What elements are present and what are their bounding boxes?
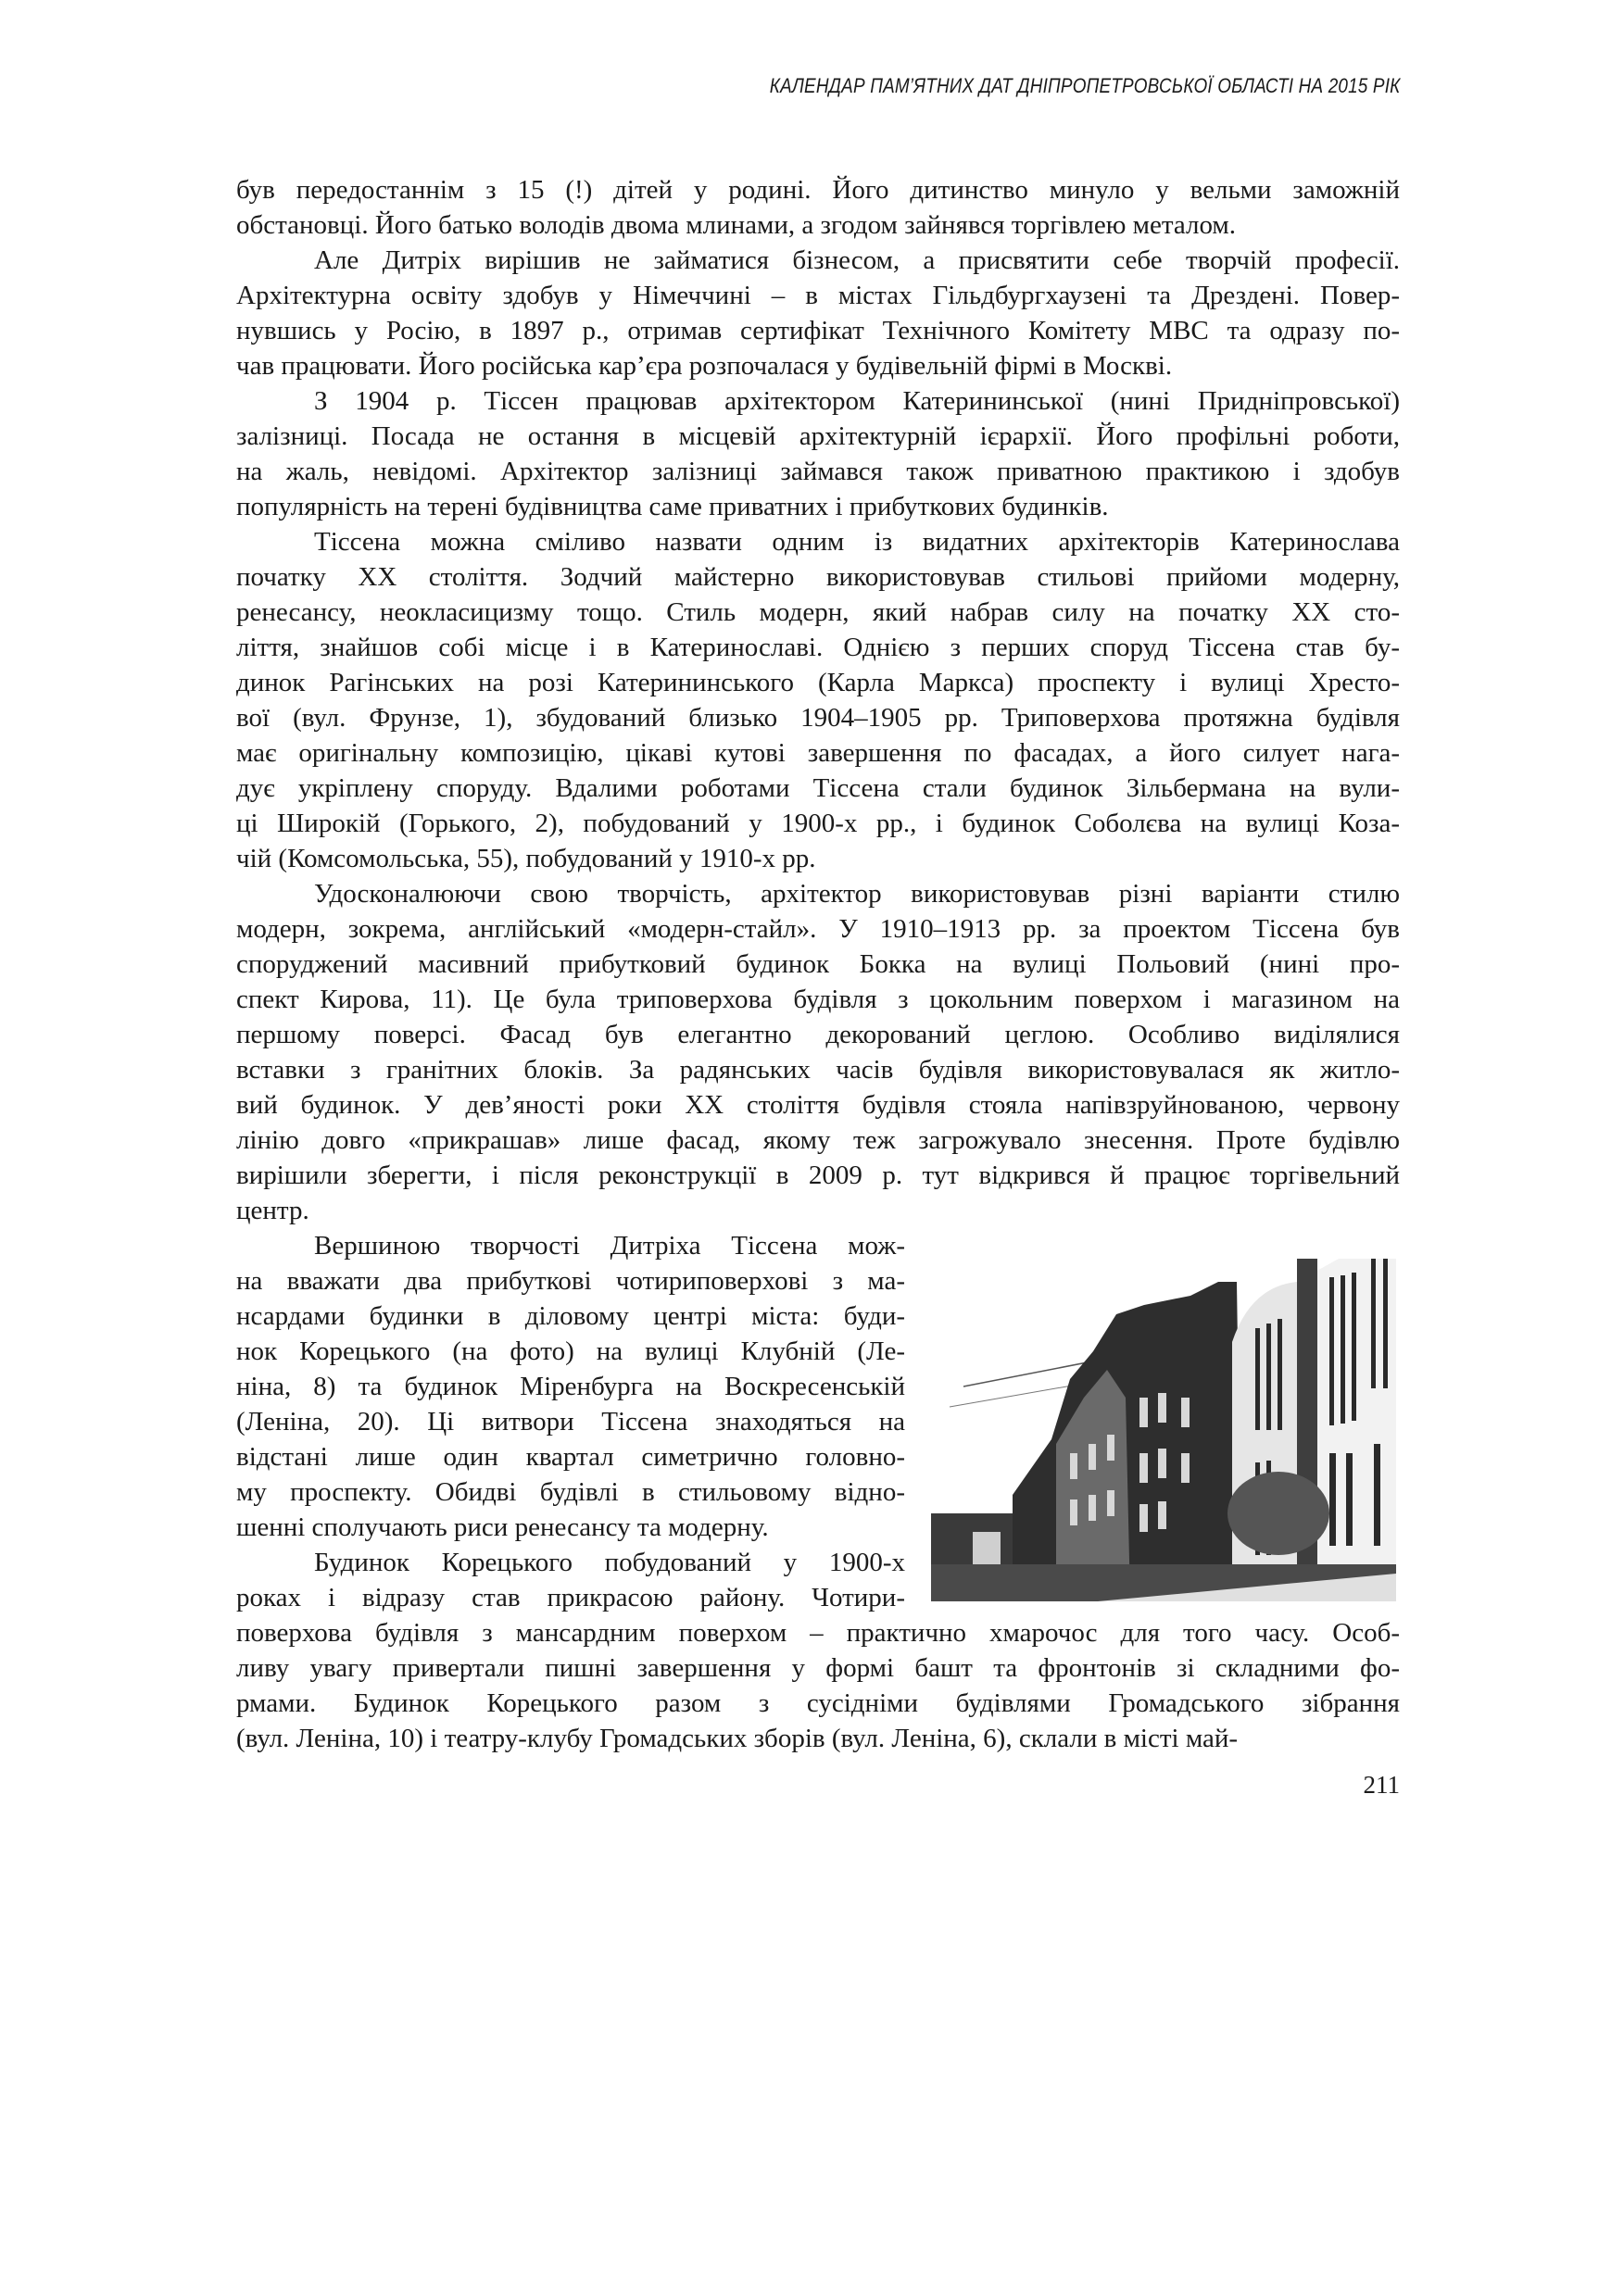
text-line: має оригінальну композицію, цікаві кутові завершення по фасадах, а його силует нага- bbox=[236, 738, 1400, 768]
text-line: Тіссена можна сміливо назвати одним із видатних архітекторів Катеринослава bbox=[314, 527, 1400, 557]
text-line: З 1904 р. Тіссен працював архітектором Катерининської (нині Придніпровської) bbox=[314, 386, 1400, 416]
text-line: нувшись у Росію, в 1897 р., отримав сертифікат Технічного Комітету МВС та одразу по- bbox=[236, 316, 1400, 345]
text-line: на жаль, невідомі. Архітектор залізниці займався також приватною практикою і здобув bbox=[236, 457, 1400, 486]
text-line: на вважати два прибуткові чотириповерхові з ма- bbox=[236, 1266, 905, 1296]
text-line: ліття, знайшов собі місце і в Катеринославі. Однією з перших споруд Тіссена став бу- bbox=[236, 633, 1400, 662]
text-line: ливу увагу привертали пишні завершення у формі башт та фронтонів зі складними фо- bbox=[236, 1653, 1400, 1683]
text-line: шенні сполучають риси ренесансу та модерну. bbox=[236, 1512, 769, 1542]
text-line: початку XX століття. Зодчий майстерно використовував стильові прийоми модерну, bbox=[236, 562, 1400, 592]
text-line: вставки з гранітних блоків. За радянських часів будівля використовувалася як житло- bbox=[236, 1055, 1400, 1085]
text-line: Архітектурна освіту здобув у Німеччині – в містах Гільдбургхаузені та Дрездені. Повер- bbox=[236, 281, 1400, 310]
running-header: КАЛЕНДАР ПАМ’ЯТНИХ ДАТ ДНІПРОПЕТРОВСЬКОЇ ОБЛАСТІ НА 2015 РІК bbox=[769, 74, 1400, 97]
text-line: ці Широкій (Горького, 2), побудований у 1900-х рр., і будинок Соболєва на вулиці Коза- bbox=[236, 809, 1400, 838]
text-line: (вул. Леніна, 10) і театру-клубу Громадських зборів (вул. Леніна, 6), склали в місті май- bbox=[236, 1724, 1239, 1753]
text-line: динок Рагінських на розі Катерининського (Карла Маркса) проспекту і вулиці Хресто- bbox=[236, 668, 1400, 697]
text-line: був передостаннім з 15 (!) дітей у родині. Його дитинство минуло у вельми заможній bbox=[236, 175, 1400, 205]
text-line: першому поверсі. Фасад був елегантно декорований цеглою. Особливо виділялися bbox=[236, 1020, 1400, 1049]
text-line: чій (Комсомольська, 55), побудований у 1910-х рр. bbox=[236, 844, 816, 873]
text-line: рмами. Будинок Корецького разом з сусідніми будівлями Громадського зібрання bbox=[236, 1688, 1400, 1718]
text-line: Але Дитріх вирішив не займатися бізнесом, а присвятити себе творчій професії. bbox=[314, 245, 1400, 275]
text-line: спект Кирова, 11). Це була триповерхова будівля з цокольним поверхом і магазином на bbox=[236, 985, 1400, 1014]
text-line: популярність на терені будівництва саме приватних і прибуткових будинків. bbox=[236, 492, 1109, 521]
text-line: центр. bbox=[236, 1196, 309, 1225]
text-line: споруджений масивний прибутковий будинок Бокка на вулиці Польовий (нині про- bbox=[236, 949, 1400, 979]
text-line: залізниці. Посада не остання в місцевій архітектурній ієрархії. Його профільні роботи, bbox=[236, 421, 1400, 451]
text-line: Вершиною творчості Дитріха Тіссена мож- bbox=[314, 1231, 905, 1261]
text-line: обстановці. Його батько володів двома млинами, а згодом зайнявся торгівлею металом. bbox=[236, 210, 1237, 240]
text-line: Удосконалюючи свою творчість, архітектор використовував різні варіанти стилю bbox=[314, 879, 1400, 909]
text-line: вої (вул. Фрунзе, 1), збудований близько 1904–1905 рр. Триповерхова протяжна будівля bbox=[236, 703, 1400, 733]
building-photo bbox=[931, 1259, 1396, 1601]
text-line: ніна, 8) та будинок Міренбурга на Воскресенській bbox=[236, 1372, 905, 1401]
text-line: відстані лише один квартал симетрично головно- bbox=[236, 1442, 905, 1472]
text-line: вирішили зберегти, і після реконструкції в 2009 р. тут відкрився й працює торгівельний bbox=[236, 1161, 1400, 1190]
text-line: Будинок Корецького побудований у 1900-х bbox=[314, 1548, 905, 1577]
text-line: лінію довго «прикрашав» лише фасад, якому теж загрожувало знесення. Проте будівлю bbox=[236, 1125, 1400, 1155]
text-line: чав працювати. Його російська кар’єра розпочалася у будівельній фірмі в Москві. bbox=[236, 351, 1173, 381]
page-number: 211 bbox=[1363, 1771, 1400, 1799]
text-line: му проспекту. Обидві будівлі в стильовому відно- bbox=[236, 1477, 905, 1507]
text-line: нсардами будинки в діловому центрі міста: буди- bbox=[236, 1301, 905, 1331]
text-line: нок Корецького (на фото) на вулиці Клубній (Ле- bbox=[236, 1336, 905, 1366]
text-line: вий будинок. У дев’яності роки XX століття будівля стояла напівзруйнованою, червону bbox=[236, 1090, 1400, 1120]
text-line: модерн, зокрема, англійський «модерн-стайл». У 1910–1913 рр. за проектом Тіссена був bbox=[236, 914, 1400, 944]
text-line: поверхова будівля з мансардним поверхом – практично хмарочос для того часу. Особ- bbox=[236, 1618, 1400, 1648]
text-line: (Леніна, 20). Ці витвори Тіссена знаходяться на bbox=[236, 1407, 905, 1437]
text-line: роках і відразу став прикрасою району. Чотири- bbox=[236, 1583, 905, 1612]
text-line: ренесансу, неокласицизму тощо. Стиль модерн, який набрав силу на початку XX сто- bbox=[236, 597, 1400, 627]
text-line: дує укріплену споруду. Вдалими роботами Тіссена стали будинок Зільбермана на вули- bbox=[236, 773, 1400, 803]
